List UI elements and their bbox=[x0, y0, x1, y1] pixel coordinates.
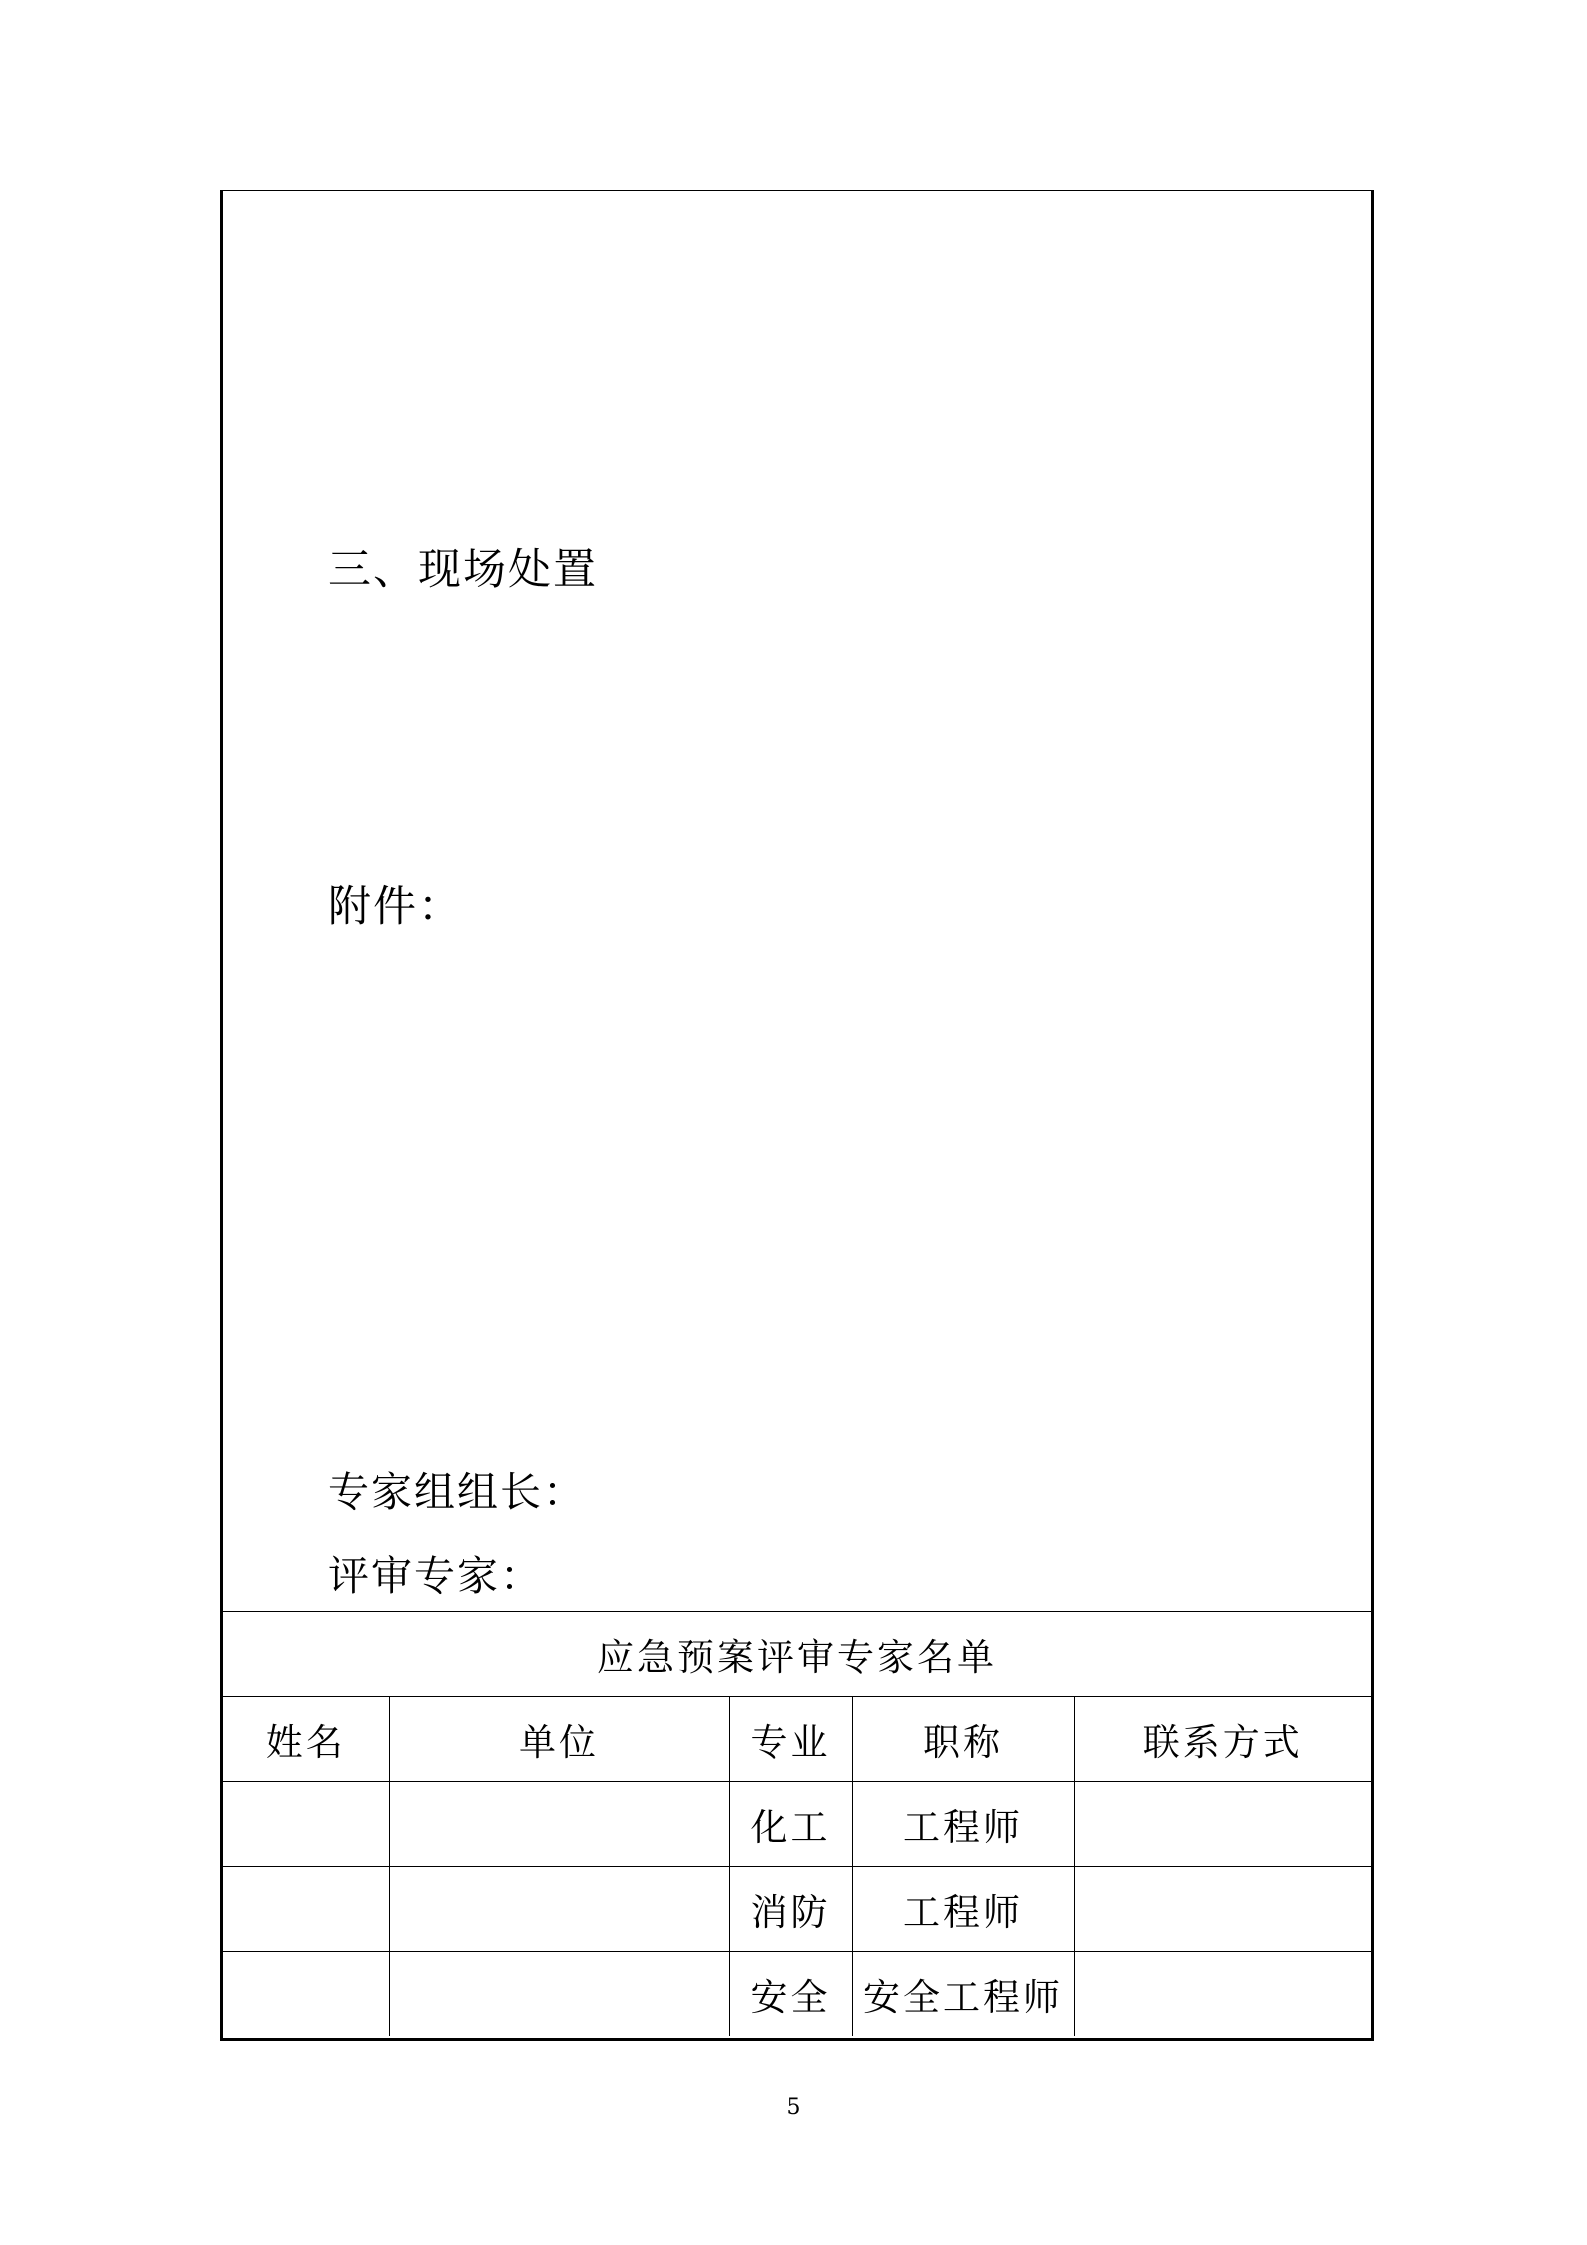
cell-title: 安全工程师 bbox=[852, 1952, 1074, 2037]
page-number: 5 bbox=[786, 2095, 801, 2120]
cell-name[interactable] bbox=[223, 1867, 389, 1952]
table-title: 应急预案评审专家名单 bbox=[223, 1612, 1371, 1697]
header-contact: 联系方式 bbox=[1074, 1697, 1371, 1782]
section-heading-on-site-disposal: 三、现场处置 bbox=[328, 545, 598, 595]
cell-unit[interactable] bbox=[389, 1867, 729, 1952]
cell-unit[interactable] bbox=[389, 1782, 729, 1867]
review-experts-label: 评审专家： bbox=[328, 1552, 543, 1600]
expert-list-table bbox=[223, 1611, 1371, 2036]
cell-specialty: 化工 bbox=[729, 1782, 852, 1867]
cell-title: 工程师 bbox=[852, 1782, 1074, 1867]
table-header-row bbox=[223, 1697, 1371, 1782]
header-name: 姓名 bbox=[223, 1697, 389, 1782]
section-heading-attachments: 附件： bbox=[328, 882, 463, 932]
document-frame bbox=[220, 190, 1374, 2041]
cell-contact[interactable] bbox=[1074, 1867, 1371, 1952]
group-leader-label: 专家组组长： bbox=[328, 1468, 586, 1516]
table-title-row bbox=[223, 1612, 1371, 1697]
cell-specialty: 消防 bbox=[729, 1867, 852, 1952]
cell-unit[interactable] bbox=[389, 1952, 729, 2037]
header-specialty: 专业 bbox=[729, 1697, 852, 1782]
header-title: 职称 bbox=[852, 1697, 1074, 1782]
table-row bbox=[223, 1867, 1371, 1952]
header-unit: 单位 bbox=[389, 1697, 729, 1782]
cell-title: 工程师 bbox=[852, 1867, 1074, 1952]
cell-specialty: 安全 bbox=[729, 1952, 852, 2037]
cell-contact[interactable] bbox=[1074, 1782, 1371, 1867]
cell-name[interactable] bbox=[223, 1782, 389, 1867]
cell-name[interactable] bbox=[223, 1952, 389, 2037]
table-row bbox=[223, 1782, 1371, 1867]
cell-contact[interactable] bbox=[1074, 1952, 1371, 2037]
table-row bbox=[223, 1952, 1371, 2037]
